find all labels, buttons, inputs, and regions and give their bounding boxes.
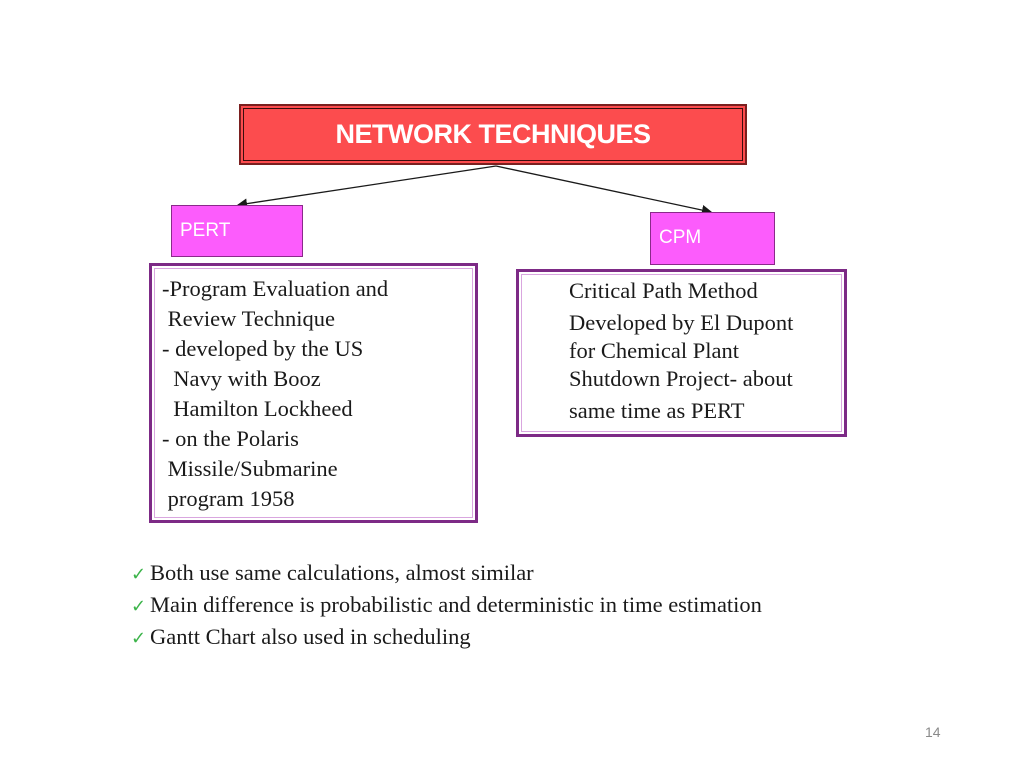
cpm-line: for Chemical Plant [569,338,739,363]
pert-label: PERT [180,220,231,241]
pert-line: Missile/Submarine [162,456,338,481]
pert-description-box [149,263,478,523]
bullet-text: Main difference is probabilistic and deterministic in time estimation [150,592,762,617]
pert-line: -Program Evaluation and [162,276,389,301]
bullet-text: Both use same calculations, almost similar [150,560,534,585]
cpm-line: Shutdown Project- about [569,366,793,391]
bullet-item [131,590,762,622]
check-icon: ✓ [131,596,147,617]
arrow-to-pert [238,166,496,205]
cpm-line: Developed by El Dupont [569,310,794,335]
check-icon: ✓ [131,628,147,649]
page-number: 14 [925,724,941,740]
cpm-line: Critical Path Method [569,278,758,303]
pert-line: - developed by the US [162,336,364,361]
pert-line: - on the Polaris [162,426,299,451]
bullet-text: Gantt Chart also used in scheduling [150,624,471,649]
summary-bullets [131,558,762,654]
diagram-title: NETWORK TECHNIQUES [335,119,651,149]
pert-line: Hamilton Lockheed [162,396,353,421]
pert-label-box [171,205,303,257]
cpm-description-box [516,269,847,437]
pert-line: Review Technique [162,306,335,331]
arrow-to-cpm [496,166,711,212]
pert-line: program 1958 [162,486,295,511]
bullet-item [131,558,762,590]
cpm-label: CPM [659,227,702,248]
cpm-line: same time as PERT [569,398,745,423]
cpm-label-box [650,212,775,265]
bullet-item [131,622,762,654]
title-box [239,104,747,165]
check-icon: ✓ [131,564,147,585]
pert-line: Navy with Booz [162,366,321,391]
